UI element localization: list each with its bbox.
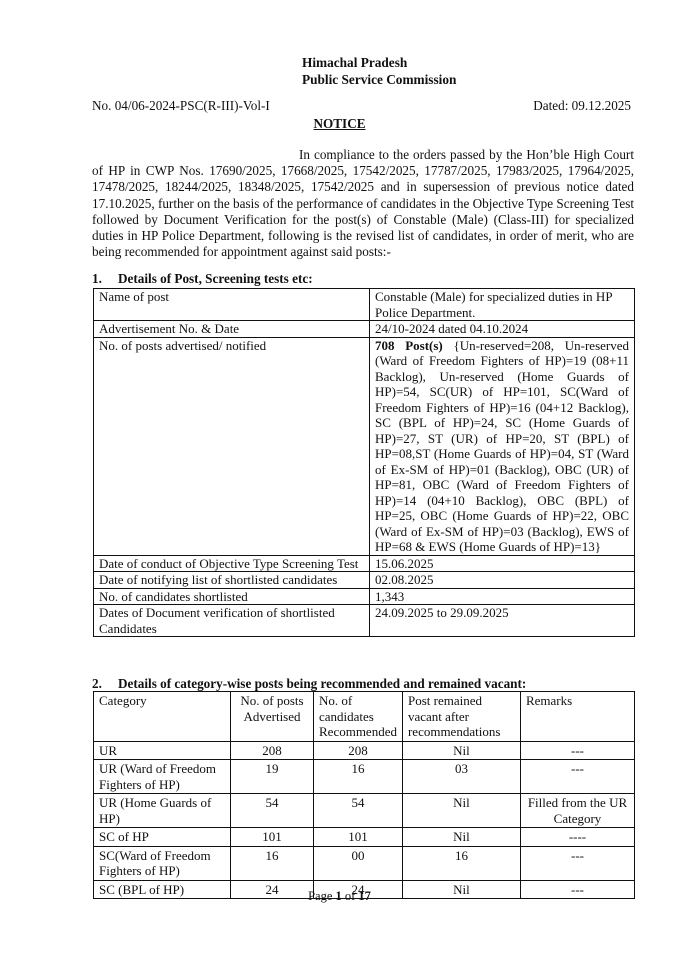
col-header-category: Category [94,692,231,742]
row-value [370,337,635,555]
section1-heading [92,271,313,287]
table-row [94,588,635,605]
page-total: 17 [358,889,371,903]
section1-title: Details of Post, Screening tests etc: [118,271,313,286]
cell-advertised: 101 [231,828,314,847]
cell-category: SC(Ward of Freedom Fighters of HP) [94,846,231,880]
reference-number: No. 04/06-2024-PSC(R-III)-Vol-I [92,98,270,113]
org-name-line1: Himachal Pradesh [302,55,408,70]
table-row [94,794,635,828]
table-row [94,760,635,794]
page-current: 1 [335,889,342,903]
cell-advertised: 54 [231,794,314,828]
cell-advertised: 19 [231,760,314,794]
posts-count: 708 Post(s) [375,337,443,353]
cell-vacant: 03 [402,760,520,794]
row-label: Name of post [94,289,370,321]
col-header-vacant: Post remained vacant after recommendations [402,692,520,742]
page-footer [0,889,679,904]
post-details-table [93,288,635,637]
cell-vacant: Nil [402,880,520,899]
cell-vacant: Nil [402,794,520,828]
intro-paragraph: In compliance to the orders passed by the Hon’ble High Court of HP in CWP Nos. 17690/2025, 17668/2025, 17542/2025, 17787/2025, 17983/2025, 17964/2025, 17478/2025, 18244/2025, 18348/2025, 17542/2025 and in supersession of previous notice dated 17.10.2025, further on the basis of the performance of candidates in the Objective Type Screening Test followed by Document Verification for the post(s) of Constable (Male) (Class-III) for specialized duties in HP Police Department, following is the revised list of candidates, in order of merit, who are being recommended for appointment against said posts:- [92,147,634,260]
row-value: Constable (Male) for specialized duties in HP Police Department. [370,289,635,321]
cell-vacant: Nil [402,741,520,760]
section1-number: 1. [92,271,102,286]
cell-category: SC (BPL of HP) [94,880,231,899]
cell-advertised: 208 [231,741,314,760]
cell-category: UR (Home Guards of HP) [94,794,231,828]
row-value: 24.09.2025 to 29.09.2025 [370,605,635,637]
cell-recommended: 208 [314,741,403,760]
col-header-recommended: No. of candidates Recommended [314,692,403,742]
table-row [94,828,635,847]
table-row [94,605,635,637]
table-row [94,289,635,321]
cell-vacant: 16 [402,846,520,880]
cell-remarks: Filled from the UR Category [520,794,634,828]
page-prefix: Page [308,889,336,903]
cell-advertised: 24 [231,880,314,899]
cell-recommended: 00 [314,846,403,880]
cell-category: UR (Ward of Freedom Fighters of HP) [94,760,231,794]
row-value: 24/10-2024 dated 04.10.2024 [370,321,635,338]
table-row [94,572,635,589]
table-row [94,555,635,572]
organization-header [302,54,456,88]
cell-recommended: 101 [314,828,403,847]
row-label: No. of posts advertised/ notified [94,337,370,555]
category-wise-table [93,691,635,899]
cell-remarks: --- [520,741,634,760]
table-row [94,321,635,338]
row-label: Dates of Document verification of shortlisted Candidates [94,605,370,637]
cell-advertised: 16 [231,846,314,880]
cell-vacant: Nil [402,828,520,847]
cell-remarks: ---- [520,828,634,847]
row-label: Date of notifying list of shortlisted candidates [94,572,370,589]
cell-remarks: --- [520,760,634,794]
section2-heading [92,676,526,692]
row-value: 02.08.2025 [370,572,635,589]
posts-breakdown: {Un-reserved=208, Un-reserved (Ward of Freedom Fighters of HP)=19 (08+11 Backlog), Un-reserved (Home Guards of HP)=54, SC(UR) of HP=101, SC(Ward of Freedom Fighters of HP)=16 (04+12 Backlog), SC (BPL of HP)=24, SC (Home Guards of HP)=27, ST (UR) of HP=20, ST (BPL) of HP=08,ST (Home Guards of HP)=04, ST (Ward of Ex-SM of HP)=01 (Backlog), OBC (UR) of HP=81, OBC (Ward of Freedom Fighters of HP)=14 (04+10 Backlog), OBC (BPL) of HP=25, OBC (Home Guards of HP)=22, OBC (Ward of Ex-SM of HP)=03 (Backlog), EWS of HP=68 & EWS (Home Guards of HP)=13} [375,337,630,554]
col-header-advertised: No. of posts Advertised [231,692,314,742]
page-mid: of [341,889,359,903]
section2-title: Details of category-wise posts being recommended and remained vacant: [118,676,527,691]
row-label: Date of conduct of Objective Type Screening Test [94,555,370,572]
row-value: 15.06.2025 [370,555,635,572]
section2-number: 2. [92,676,102,691]
table-row [94,846,635,880]
cell-remarks: --- [520,846,634,880]
table-header-row [94,692,635,742]
cell-category: UR [94,741,231,760]
cell-remarks: --- [520,880,634,899]
notice-title: NOTICE [313,116,366,131]
row-label: Advertisement No. & Date [94,321,370,338]
col-header-remarks: Remarks [520,692,634,742]
row-label: No. of candidates shortlisted [94,588,370,605]
cell-recommended: 16 [314,760,403,794]
cell-recommended: 54 [314,794,403,828]
notice-date: Dated: 09.12.2025 [533,98,631,113]
table-row [94,741,635,760]
row-value: 1,343 [370,588,635,605]
table-row [94,337,635,555]
cell-category: SC of HP [94,828,231,847]
cell-recommended: 24 [314,880,403,899]
org-name-line2: Public Service Commission [302,72,457,87]
